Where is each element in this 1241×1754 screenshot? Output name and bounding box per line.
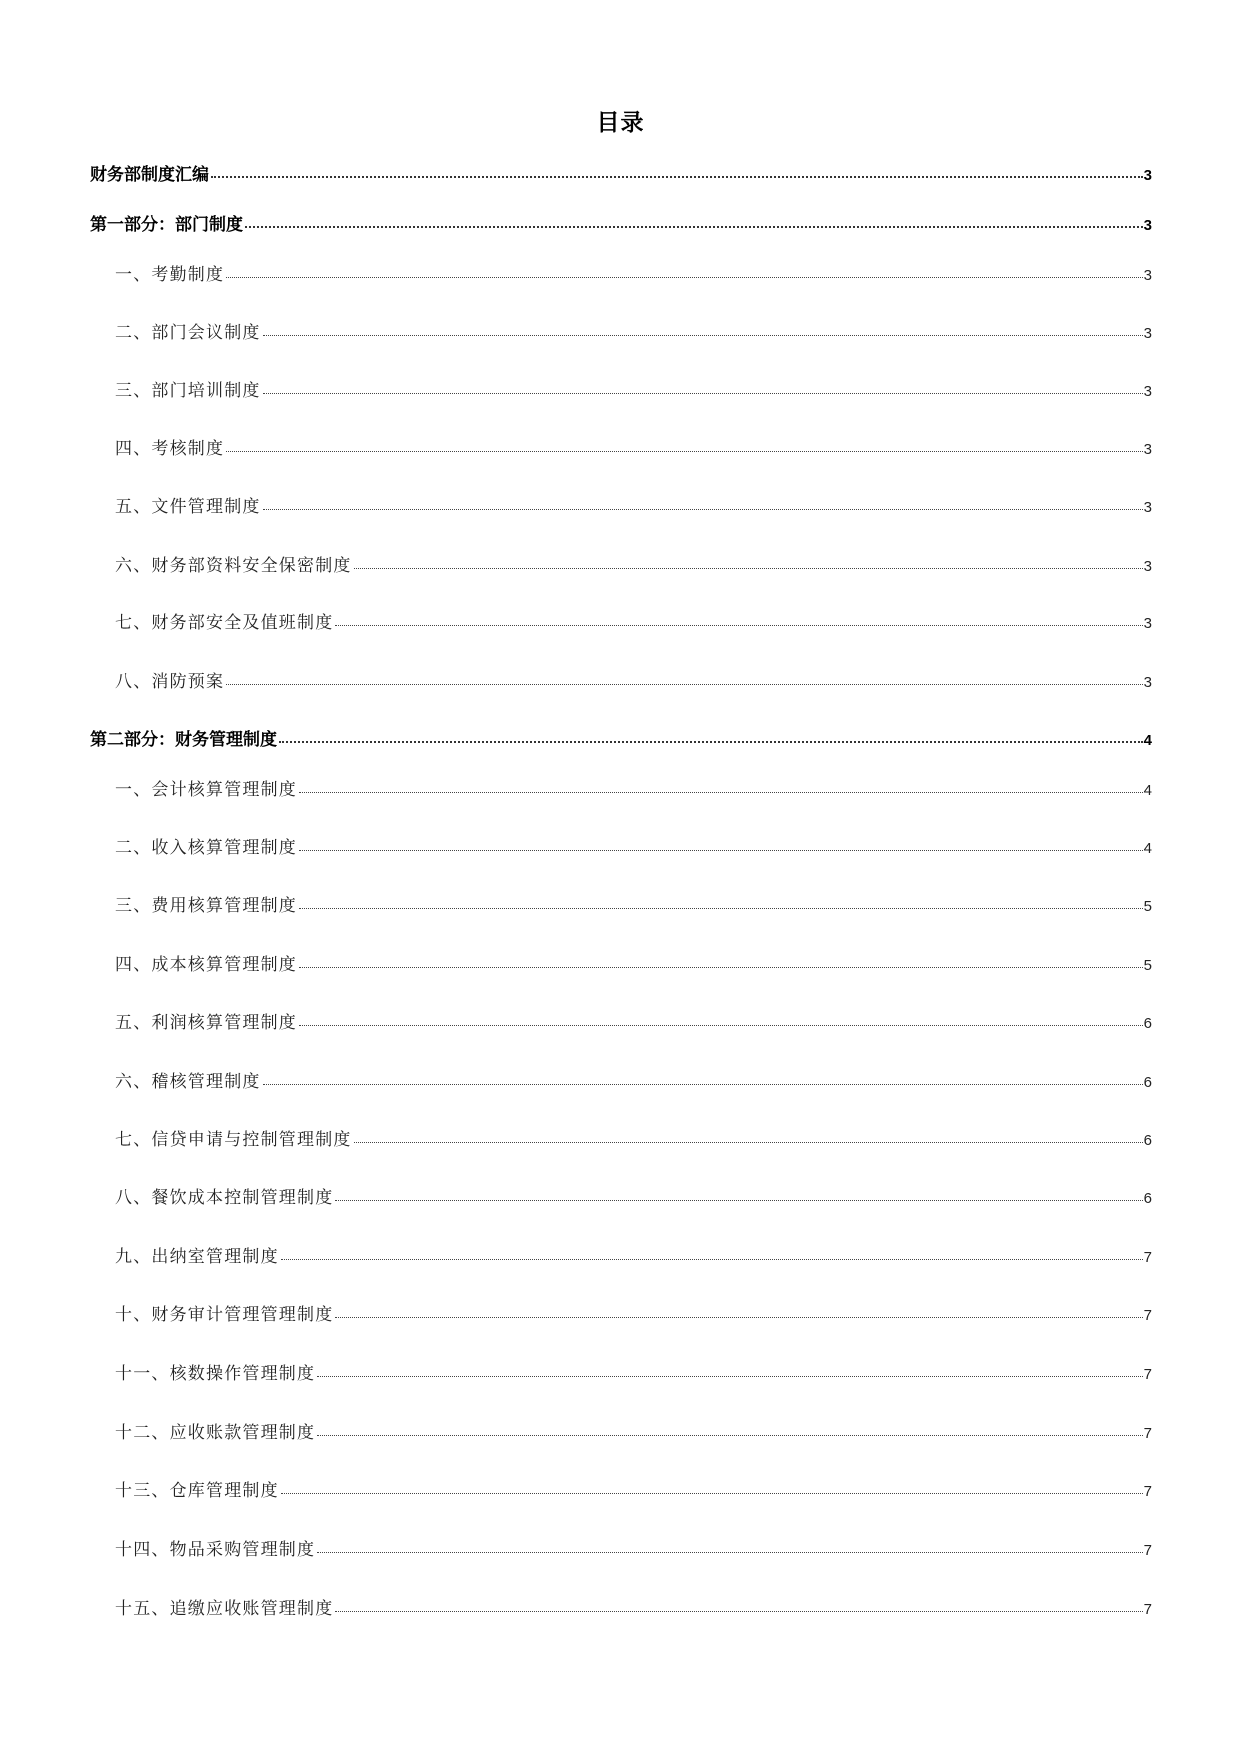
dot-leader xyxy=(317,1435,1142,1436)
toc-entry-label: 二、收入核算管理制度 xyxy=(115,838,297,858)
dot-leader xyxy=(335,1317,1142,1318)
toc-entry[interactable] xyxy=(115,1300,1152,1325)
toc-entry-page-number: 3 xyxy=(1143,267,1152,284)
dot-leader xyxy=(317,1376,1142,1377)
dot-leader xyxy=(335,1611,1142,1612)
toc-entry-label: 十五、追缴应收账管理制度 xyxy=(115,1599,334,1619)
toc-entry-page-number: 3 xyxy=(1143,441,1152,458)
dot-leader xyxy=(299,850,1143,851)
toc-entry[interactable] xyxy=(115,492,1152,517)
toc-entry-page-number: 6 xyxy=(1143,1132,1152,1149)
toc-entry-page-number: 3 xyxy=(1143,558,1152,575)
toc-entry-label: 七、财务部安全及值班制度 xyxy=(115,613,334,633)
dot-leader xyxy=(299,908,1143,909)
toc-entry[interactable] xyxy=(115,950,1152,975)
toc-entry-label: 五、利润核算管理制度 xyxy=(115,1013,297,1033)
toc-entry[interactable] xyxy=(115,1067,1152,1092)
toc-entry-label: 一、会计核算管理制度 xyxy=(115,780,297,800)
toc-entry-page-number: 6 xyxy=(1143,1190,1152,1207)
dot-leader xyxy=(299,1025,1143,1026)
toc-entry-page-number: 5 xyxy=(1143,957,1152,974)
toc-entry[interactable] xyxy=(115,1476,1152,1501)
dot-leader xyxy=(245,226,1143,228)
dot-leader xyxy=(354,1142,1143,1143)
toc-entry[interactable] xyxy=(115,260,1152,285)
toc-entry-label: 十、财务审计管理管理制度 xyxy=(115,1305,334,1325)
toc-entry-label: 十一、核数操作管理制度 xyxy=(115,1364,316,1384)
toc-entry-page-number: 7 xyxy=(1143,1366,1152,1383)
toc-entry[interactable] xyxy=(115,1242,1152,1267)
toc-entry-page-number: 3 xyxy=(1143,167,1152,184)
dot-leader xyxy=(299,792,1143,793)
toc-entry-label: 二、部门会议制度 xyxy=(115,323,261,343)
toc-entry-page-number: 7 xyxy=(1143,1483,1152,1500)
toc-entry-label: 十二、应收账款管理制度 xyxy=(115,1423,316,1443)
toc-entry-page-number: 3 xyxy=(1143,383,1152,400)
toc-entry-page-number: 3 xyxy=(1143,217,1152,234)
toc-entry[interactable] xyxy=(115,1125,1152,1150)
toc-entry-label: 六、稽核管理制度 xyxy=(115,1072,261,1092)
toc-entry[interactable] xyxy=(115,1008,1152,1033)
dot-leader xyxy=(263,335,1143,336)
toc-entry-page-number: 3 xyxy=(1143,325,1152,342)
toc-entry[interactable] xyxy=(90,160,1152,185)
toc-entry[interactable] xyxy=(115,1594,1152,1619)
toc-entry[interactable] xyxy=(115,775,1152,800)
dot-leader xyxy=(226,684,1142,685)
toc-entry-page-number: 3 xyxy=(1143,615,1152,632)
toc-entry-label: 八、餐饮成本控制管理制度 xyxy=(115,1188,334,1208)
dot-leader xyxy=(335,1200,1142,1201)
toc-entry[interactable] xyxy=(115,376,1152,401)
toc-entry[interactable] xyxy=(115,891,1152,916)
toc-entry-page-number: 7 xyxy=(1143,1307,1152,1324)
toc-entry-label: 八、消防预案 xyxy=(115,672,225,692)
toc-entry[interactable] xyxy=(115,667,1152,692)
dot-leader xyxy=(279,741,1143,743)
toc-entry-label: 九、出纳室管理制度 xyxy=(115,1247,279,1267)
toc-entry-page-number: 6 xyxy=(1143,1015,1152,1032)
toc-entry-label: 第二部分：财务管理制度 xyxy=(90,730,277,750)
toc-entry[interactable] xyxy=(115,1183,1152,1208)
dot-leader xyxy=(281,1259,1143,1260)
toc-entry-label: 十四、物品采购管理制度 xyxy=(115,1540,316,1560)
toc-entry-label: 第一部分：部门制度 xyxy=(90,215,243,235)
toc-entry-label: 财务部制度汇编 xyxy=(90,165,209,185)
toc-entry-label: 四、考核制度 xyxy=(115,439,225,459)
toc-entry[interactable] xyxy=(115,434,1152,459)
toc-entry-page-number: 7 xyxy=(1143,1425,1152,1442)
toc-entry-page-number: 3 xyxy=(1143,499,1152,516)
toc-entry-page-number: 4 xyxy=(1143,732,1152,749)
dot-leader xyxy=(354,568,1143,569)
toc-entry-page-number: 5 xyxy=(1143,898,1152,915)
toc-entry[interactable] xyxy=(115,551,1152,576)
toc-entry-page-number: 7 xyxy=(1143,1249,1152,1266)
dot-leader xyxy=(299,967,1143,968)
toc-entry-label: 五、文件管理制度 xyxy=(115,497,261,517)
dot-leader xyxy=(263,509,1143,510)
toc-entry[interactable] xyxy=(90,210,1152,235)
toc-entry[interactable] xyxy=(115,1359,1152,1384)
toc-entry[interactable] xyxy=(115,608,1152,633)
toc-entry-label: 三、费用核算管理制度 xyxy=(115,896,297,916)
dot-leader xyxy=(263,393,1143,394)
toc-entry-page-number: 7 xyxy=(1143,1601,1152,1618)
dot-leader xyxy=(281,1493,1143,1494)
toc-entry-label: 六、财务部资料安全保密制度 xyxy=(115,556,352,576)
toc-entry[interactable] xyxy=(115,318,1152,343)
toc-entry[interactable] xyxy=(90,725,1152,750)
dot-leader xyxy=(226,277,1142,278)
dot-leader xyxy=(263,1084,1143,1085)
dot-leader xyxy=(226,451,1142,452)
toc-entry[interactable] xyxy=(115,1418,1152,1443)
toc-entry-page-number: 6 xyxy=(1143,1074,1152,1091)
dot-leader xyxy=(211,176,1143,178)
toc-entry-label: 三、部门培训制度 xyxy=(115,381,261,401)
toc-entry-label: 四、成本核算管理制度 xyxy=(115,955,297,975)
dot-leader xyxy=(335,625,1142,626)
toc-title: 目录 xyxy=(596,110,645,136)
toc-entry-page-number: 4 xyxy=(1143,782,1152,799)
toc-entry[interactable] xyxy=(115,833,1152,858)
toc-entry-page-number: 3 xyxy=(1143,674,1152,691)
toc-entry-page-number: 4 xyxy=(1143,840,1152,857)
toc-entry-label: 十三、仓库管理制度 xyxy=(115,1481,279,1501)
toc-entry-page-number: 7 xyxy=(1143,1542,1152,1559)
dot-leader xyxy=(317,1552,1142,1553)
toc-entry-label: 七、信贷申请与控制管理制度 xyxy=(115,1130,352,1150)
toc-entry-label: 一、考勤制度 xyxy=(115,265,225,285)
toc-entry[interactable] xyxy=(115,1535,1152,1560)
